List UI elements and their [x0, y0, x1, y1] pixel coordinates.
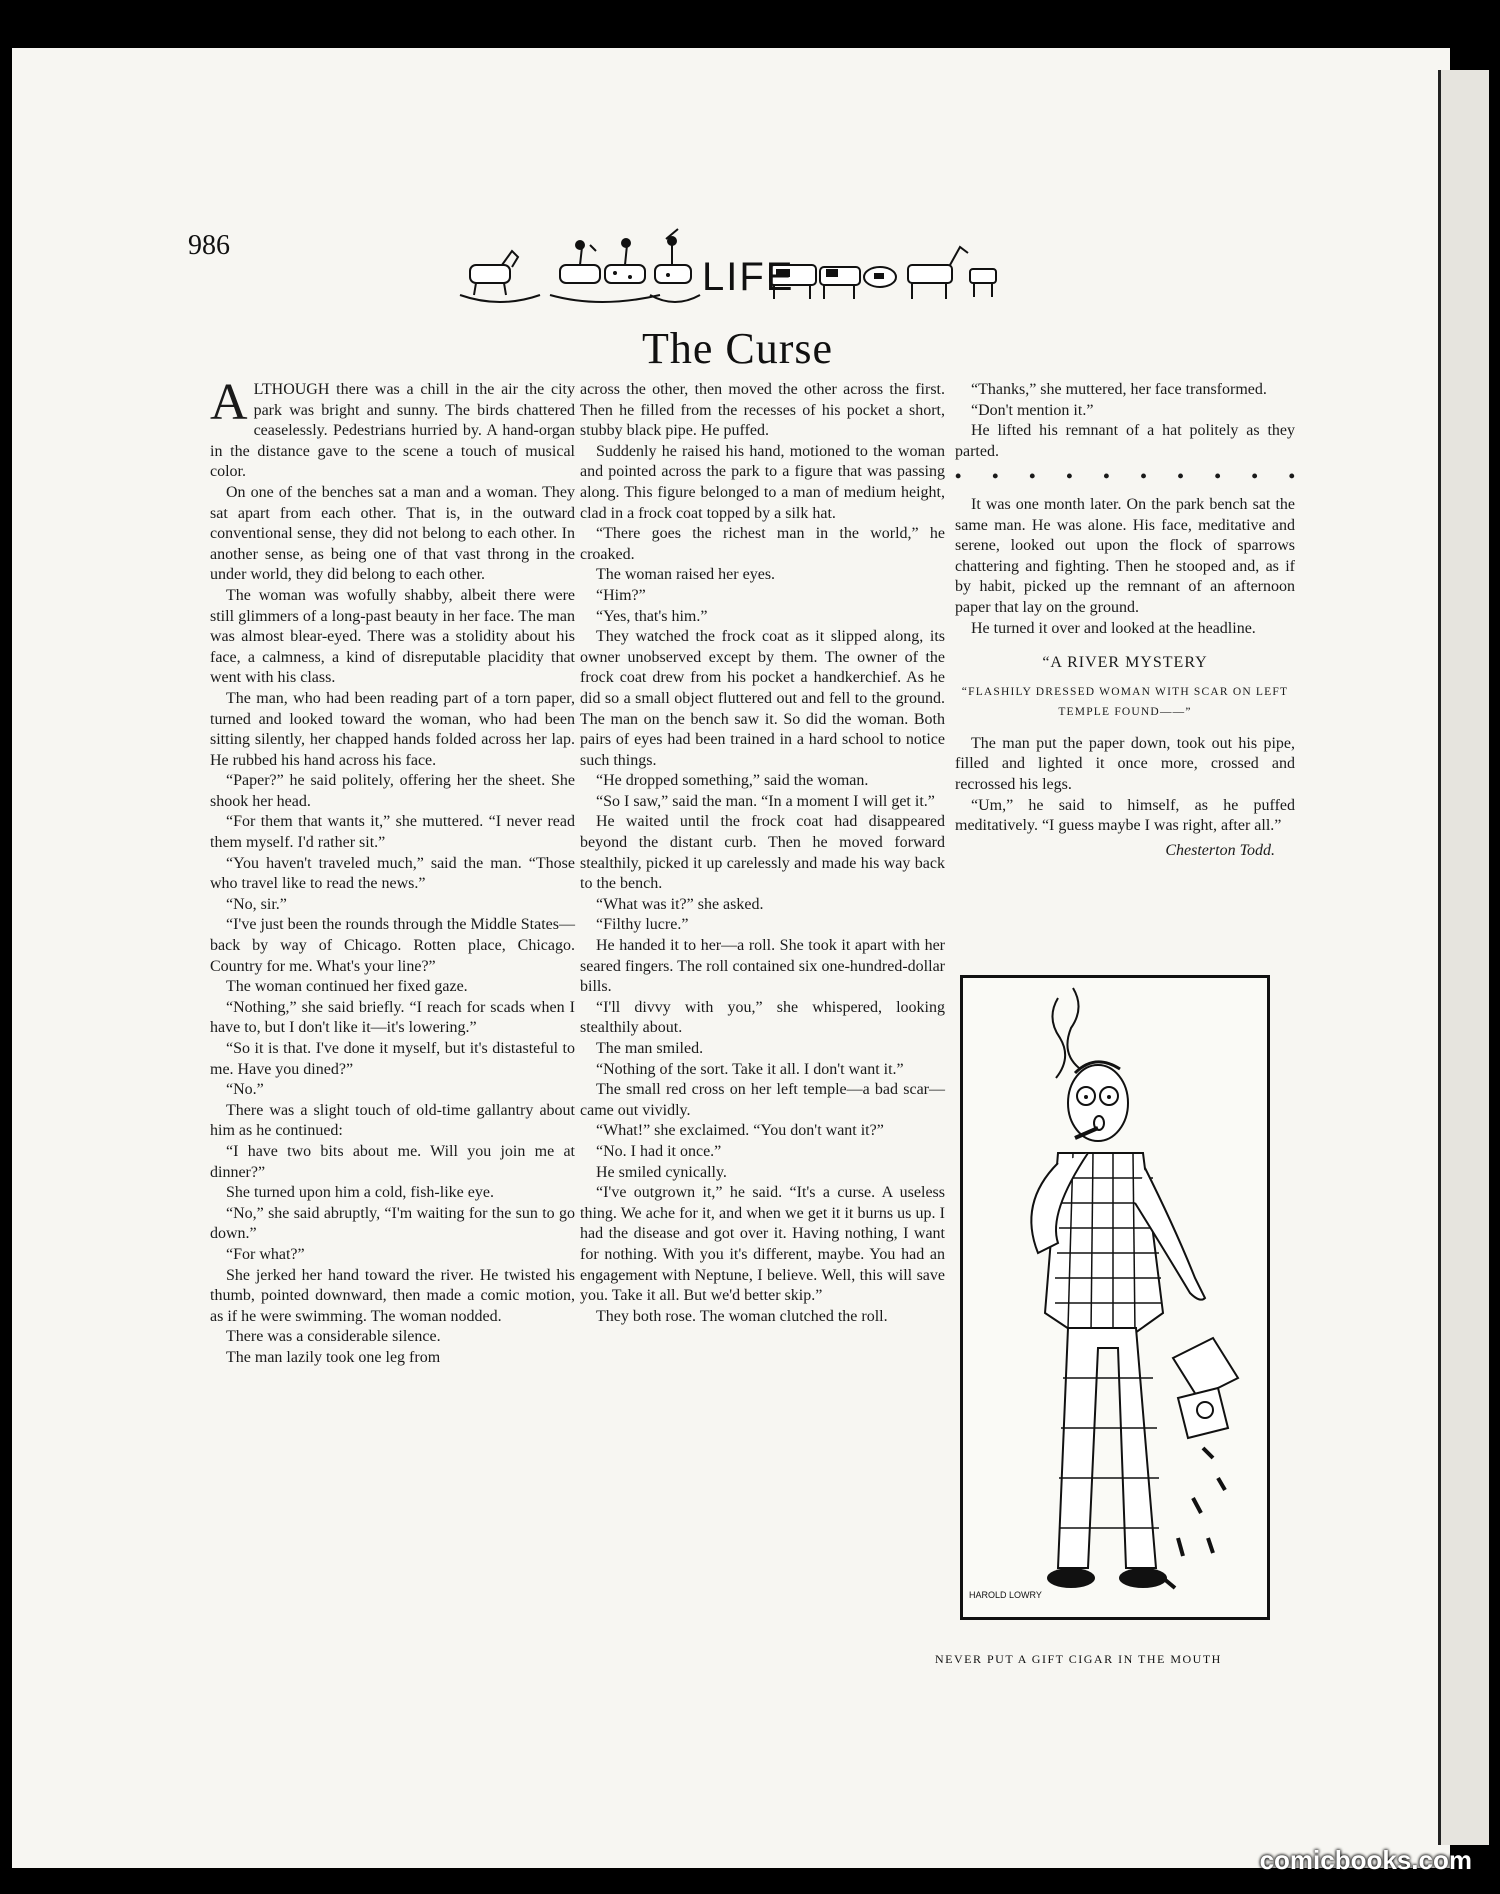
paragraph: He smiled cynically.: [596, 1163, 727, 1181]
text-column-3: [955, 380, 1295, 861]
paragraph: across the other, then moved the other across the first. Then he filled from the recesses of his pocket a short, stubby black pipe. He puffed.: [580, 381, 945, 440]
paragraph: “Don't mention it.”: [971, 401, 1094, 419]
paragraph: “What was it?” she asked.: [596, 895, 764, 913]
page-number: 986: [188, 230, 230, 261]
paragraph: LTHOUGH there was a chill in the air the city park was bright and sunny. The birds chattered ceaselessly. Pedestrians hurried by. A hand-organ in the distance gave to the scene a touch of musical color.: [210, 381, 575, 481]
paragraph: “No.”: [226, 1081, 264, 1099]
paragraph: The man smiled.: [596, 1040, 704, 1057]
man-with-cigar-drawing: [963, 978, 1267, 1617]
paragraph: “There goes the richest man in the world,” he croaked.: [580, 525, 945, 563]
site-watermark: comicbooks.com: [1259, 1845, 1472, 1875]
paragraph: “I've outgrown it,” he said. “It's a curse. A useless thing. We ache for it, and when we get it it burns us up. I had the disease and got over it. Having nothing, I want for nothing. With you it's different, maybe. You had an engagement with Neptune, I believe. Well, this will save you. Take it all. But we'd better skip.”: [580, 1184, 945, 1305]
paragraph: They both rose. The woman clutched the roll.: [596, 1307, 888, 1325]
paragraph: He waited until the frock coat had disappeared beyond the distant curb. Then he moved forward stealthily, picked it up carelessly and made his way back to the bench.: [580, 813, 945, 893]
paragraph: “Thanks,” she muttered, her face transformed.: [971, 381, 1267, 398]
paragraph: “I've just been the rounds through the Middle States—back by way of Chicago. Rotten place, Chicago. Country for me. What's your line?”: [210, 916, 575, 975]
paragraph: “For them that wants it,” she muttered. “I never read them myself. I'd rather sit.”: [210, 813, 575, 852]
paragraph: “I'll divvy with you,” she whispered, looking stealthily about.: [580, 998, 945, 1037]
paragraph: “No, sir.”: [226, 895, 287, 913]
life-masthead: [440, 225, 1040, 315]
paragraph: “Filthy lucre.”: [596, 916, 689, 934]
author-signature: Chesterton Todd.: [1165, 841, 1275, 859]
paragraph: The woman continued her fixed gaze.: [226, 978, 468, 996]
paragraph: It was one month later. On the park bench sat the same man. He was alone. His face, meditative and serene, looked out upon the flock of sparrows chattering and fighting. Then he stooped and, as if by habit, picked up the remnant of an afternoon paper that lay on the ground.: [955, 495, 1295, 616]
newspaper-subhead: “FLASHILY DRESSED WOMAN WITH SCAR ON LEFT TEMPLE FOUND——”: [961, 685, 1289, 718]
section-divider-dots: • • • • • • • • • •: [955, 466, 1295, 487]
text-column-2: [580, 380, 945, 1327]
paragraph: The man lazily took one leg from: [226, 1348, 441, 1366]
paragraph: “Nothing,” she said briefly. “I reach for scads when I have to, but I don't like it—it's lowering.”: [210, 998, 575, 1037]
paragraph: The man put the paper down, took out his pipe, filled and lighted it once more, crossed and recrossed his legs.: [955, 734, 1295, 793]
newspaper-headline: “A RIVER MYSTERY: [1042, 654, 1208, 672]
paragraph: She jerked her hand toward the river. He twisted his thumb, pointed downward, then made a comic motion, as if he were swimming. The woman nodded.: [210, 1266, 575, 1325]
paragraph: On one of the benches sat a man and a woman. They sat apart from each other. That is, in the outward conventional sense, they did not belong to each other. In another sense, as being one of that vast throng in the under world, they did belong to each other.: [210, 483, 575, 584]
cartoonist-signature: HAROLD LOWRY: [969, 1590, 1042, 1600]
paragraph: The small red cross on her left temple—a bad scar—came out vividly.: [580, 1081, 945, 1119]
text-column-1: [210, 374, 575, 1369]
paragraph: He turned it over and looked at the headline.: [971, 619, 1256, 637]
paragraph: “He dropped something,” said the woman.: [596, 772, 869, 790]
paragraph: “Him?”: [596, 586, 646, 604]
paragraph: “Paper?” he said politely, offering her the sheet. She shook her head.: [210, 772, 575, 810]
paragraph: “For what?”: [226, 1245, 305, 1263]
paragraph: “Nothing of the sort. Take it all. I don't want it.”: [596, 1060, 904, 1078]
paragraph: He handed it to her—a roll. She took it apart with her seared fingers. The roll contained six one-hundred-dollar bills.: [580, 937, 945, 996]
life-masthead-text: LIFE: [702, 255, 795, 299]
paragraph: The woman raised her eyes.: [596, 566, 776, 584]
paragraph: “So I saw,” said the man. “In a moment I will get it.”: [596, 792, 935, 810]
paragraph: “What!” she exclaimed. “You don't want it?”: [596, 1122, 884, 1140]
story-title: The Curse: [642, 324, 834, 373]
paragraph: The man, who had been reading part of a torn paper, turned and looked toward the woman, who had been sitting silently, her chapped hands folded across her lap. He rubbed his hand across his face.: [210, 689, 575, 769]
paragraph: “So it is that. I've done it myself, but it's distasteful to me. Have you dined?”: [210, 1040, 575, 1078]
paragraph: The woman was wofully shabby, albeit there were still glimmers of a long-past beauty in her face. The man was almost blear-eyed. There was a stolidity about his face, a calmness, a kind of disreputable placidity that went with his class.: [210, 586, 575, 687]
paragraph: She turned upon him a cold, fish-like eye.: [226, 1184, 494, 1202]
paragraph: “Um,” he said to himself, as he puffed meditatively. “I guess maybe I was right, after all.”: [955, 796, 1295, 835]
paragraph: They watched the frock coat as it slipped along, its owner unobserved except by them. The owner of the frock coat drew from his pocket a handkerchief. As he did so a small object fluttered out and fell to the ground. The man on the bench saw it. So did the woman. Both pairs of eyes had been trained in a hard school to notice such things.: [580, 628, 945, 769]
cartoon-illustration: [960, 975, 1270, 1620]
paragraph: “Yes, that's him.”: [596, 607, 708, 625]
drop-cap: A: [210, 374, 248, 431]
paragraph: “I have two bits about me. Will you join me at dinner?”: [210, 1142, 575, 1181]
paragraph: “No,” she said abruptly, “I'm waiting for the sun to go down.”: [210, 1204, 575, 1243]
cartoon-caption: NEVER PUT A GIFT CIGAR IN THE MOUTH: [935, 1652, 1222, 1666]
paragraph: “You haven't traveled much,” said the man. “Those who travel like to read the news.”: [210, 854, 575, 893]
adjacent-page-edge: [1438, 70, 1489, 1845]
paragraph: There was a slight touch of old-time gallantry about him as he continued:: [210, 1101, 575, 1140]
paragraph: Suddenly he raised his hand, motioned to the woman and pointed across the park to a figure that was passing along. This figure belonged to a man of medium height, clad in a frock coat topped by a silk hat.: [580, 442, 945, 522]
paragraph: There was a considerable silence.: [226, 1328, 441, 1346]
paragraph: He lifted his remnant of a hat politely as they parted.: [955, 422, 1295, 460]
paragraph: “No. I had it once.”: [596, 1142, 722, 1160]
